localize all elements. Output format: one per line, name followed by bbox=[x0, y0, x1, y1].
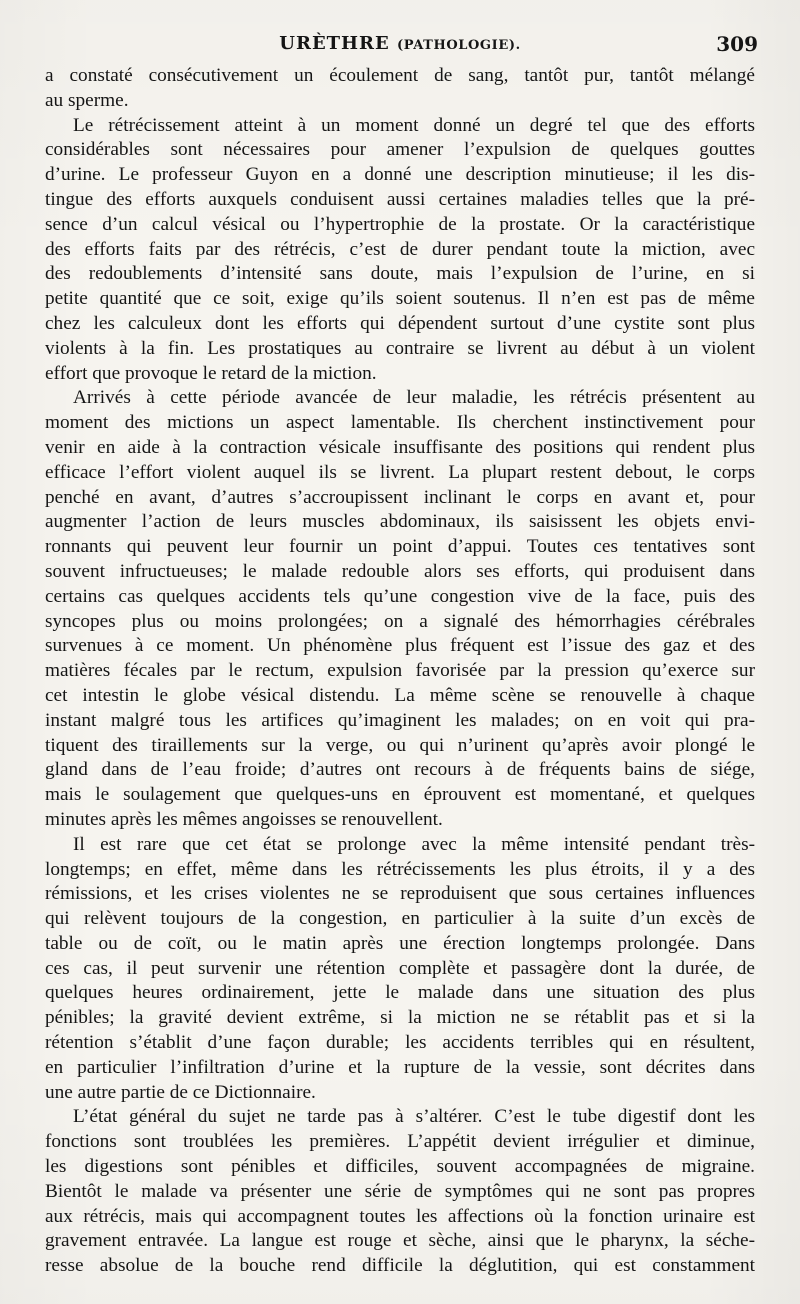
text-line: aux rétrécis, mais qui accompagnent toutes les affections où la fonction urinaire est bbox=[45, 1205, 755, 1227]
text-line: gravement entravée. La langue est rouge et sèche, ainsi que le pharynx, la séche- bbox=[45, 1230, 755, 1252]
paragraph bbox=[45, 64, 755, 114]
text-line: Bientôt le malade va présenter une série de symptômes qui ne sont pas propres bbox=[45, 1180, 755, 1202]
text-line: certains cas quelques accidents tels qu’une congestion vive de la face, puis des bbox=[45, 585, 755, 607]
text-line: ces cas, il peut survenir une rétention complète et passagère dont la durée, de bbox=[45, 957, 755, 979]
text-line: Arrivés à cette période avancée de leur maladie, les rétrécis présentent au bbox=[73, 387, 755, 409]
text-line: mais le soulagement que quelques-uns en éprouvent est momentané, et quelques bbox=[45, 784, 755, 806]
text-line: d’urine. Le professeur Guyon en a donné une description minutieuse; il les dis- bbox=[45, 164, 755, 186]
text-line: en particulier l’infiltration d’urine et la rupture de la vessie, sont décrites dans bbox=[45, 1056, 755, 1078]
text-line: pénibles; la gravité devient extrême, si la miction ne se rétablit pas et si la bbox=[45, 1007, 755, 1029]
text-line: quelques heures ordinairement, jette le malade dans une situation des plus bbox=[45, 982, 755, 1004]
text-line: longtemps; en effet, même dans les rétrécissements les plus étroits, il y a des bbox=[45, 858, 755, 880]
text-line: chez les calculeux dont les efforts qui dépendent surtout d’une cystite sont plus bbox=[45, 312, 755, 334]
text-line: effort que provoque le retard de la miction. bbox=[45, 362, 377, 384]
paragraph bbox=[45, 1105, 755, 1279]
text-line: souvent infructueuses; le malade redouble alors ses efforts, qui produisent dans bbox=[45, 560, 755, 582]
text-line: resse absolue de la bouche rend difficile la déglutition, qui est constamment bbox=[45, 1255, 755, 1277]
text-line: gland dans de l’eau froide; d’autres ont recours à de fréquents bains de siége, bbox=[45, 759, 755, 781]
text-line: qui relèvent toujours de la congestion, en particulier à la suite d’un excès de bbox=[45, 908, 755, 930]
text-line: penché en avant, d’autres s’accroupissent inclinant le corps en avant et, pour bbox=[45, 486, 755, 508]
text-line: instant malgré tous les artifices qu’imaginent les malades; on en voit qui pra- bbox=[45, 709, 755, 731]
page-header bbox=[42, 26, 758, 62]
paragraph bbox=[45, 114, 755, 387]
text-line: syncopes plus ou moins prolongées; on a signalé des hémorrhagies cérébrales bbox=[45, 610, 755, 632]
text-line: survenues à ce moment. Un phénomène plus fréquent est l’issue des gaz et des bbox=[45, 635, 755, 657]
running-title-subtitle: (PATHOLOGIE). bbox=[397, 38, 521, 53]
text-line: cet intestin le globe vésical distendu. La même scène se renouvelle à chaque bbox=[45, 684, 755, 706]
text-line: augmenter l’action de leurs muscles abdominaux, ils saisissent les objets envi- bbox=[45, 511, 755, 533]
text-line: efficace l’effort violent auquel ils se livrent. La plupart restent debout, le corps bbox=[45, 461, 755, 483]
text-line: rétention s’établit d’une façon durable; les accidents terribles qui en résultent, bbox=[45, 1032, 755, 1054]
text-line: tingue des efforts auxquels conduisent aussi certaines maladies telles que la pré- bbox=[45, 188, 755, 210]
text-line: sence d’un calcul vésical ou l’hypertrophie de la prostate. Or la caractéristique bbox=[45, 213, 755, 235]
text-line: violents à la fin. Les prostatiques au contraire se livrent au début à un violent bbox=[45, 337, 755, 359]
text-line: des efforts faits par des rétrécis, c’est de durer pendant toute la miction, avec bbox=[45, 238, 755, 260]
text-line: table ou de coït, ou le matin après une érection longtemps prolongée. Dans bbox=[45, 932, 755, 954]
text-line: tiquent des tiraillements sur la verge, ou qui n’urinent qu’après avoir plongé le bbox=[45, 734, 755, 756]
text-line: ronnants qui peuvent leur fournir un point d’appui. Toutes ces tentatives sont bbox=[45, 536, 755, 558]
running-title bbox=[42, 26, 758, 64]
text-line: fonctions sont troublées les premières. L’appétit devient irrégulier et diminue, bbox=[45, 1131, 755, 1153]
text-line: rémissions, et les crises violentes ne se reproduisent que sous certaines influences bbox=[45, 883, 755, 905]
text-line: considérables sont nécessaires pour amener l’expulsion de quelques gouttes bbox=[45, 139, 755, 161]
text-line: une autre partie de ce Dictionnaire. bbox=[45, 1081, 316, 1103]
page-number: 309 bbox=[716, 32, 758, 56]
text-line: venir en aide à la contraction vésicale insuffisante des positions qui rendent plus bbox=[45, 436, 755, 458]
text-line: petite quantité que ce soit, exige qu’ils soient soutenus. Il n’en est pas de même bbox=[45, 288, 755, 310]
paragraph bbox=[45, 833, 755, 1106]
text-line: les digestions sont pénibles et difficiles, souvent accompagnées de migraine. bbox=[45, 1156, 755, 1178]
text-line: moment des mictions un aspect lamentable. Ils cherchent instinctivement pour bbox=[45, 412, 755, 434]
text-line: a constaté consécutivement un écoulement de sang, tantôt pur, tantôt mélangé bbox=[45, 65, 755, 86]
body-text bbox=[45, 64, 755, 1279]
text-line: au sperme. bbox=[45, 89, 129, 111]
paragraph bbox=[45, 386, 755, 832]
text-line: L’état général du sujet ne tarde pas à s’altérer. C’est le tube digestif dont les bbox=[73, 1106, 755, 1128]
text-line: minutes après les mêmes angoisses se renouvellent. bbox=[45, 808, 443, 830]
text-line: Il est rare que cet état se prolonge avec la même intensité pendant très- bbox=[73, 833, 755, 855]
text-line: des redoublements d’intensité sans doute, mais l’expulsion de l’urine, en si bbox=[45, 263, 755, 285]
text-line: matières fécales par le rectum, expulsion favorisée par la pression qu’exerce sur bbox=[45, 660, 755, 682]
text-line: Le rétrécissement atteint à un moment donné un degré tel que des efforts bbox=[73, 114, 755, 136]
running-title-main: URÈTHRE bbox=[279, 33, 390, 54]
